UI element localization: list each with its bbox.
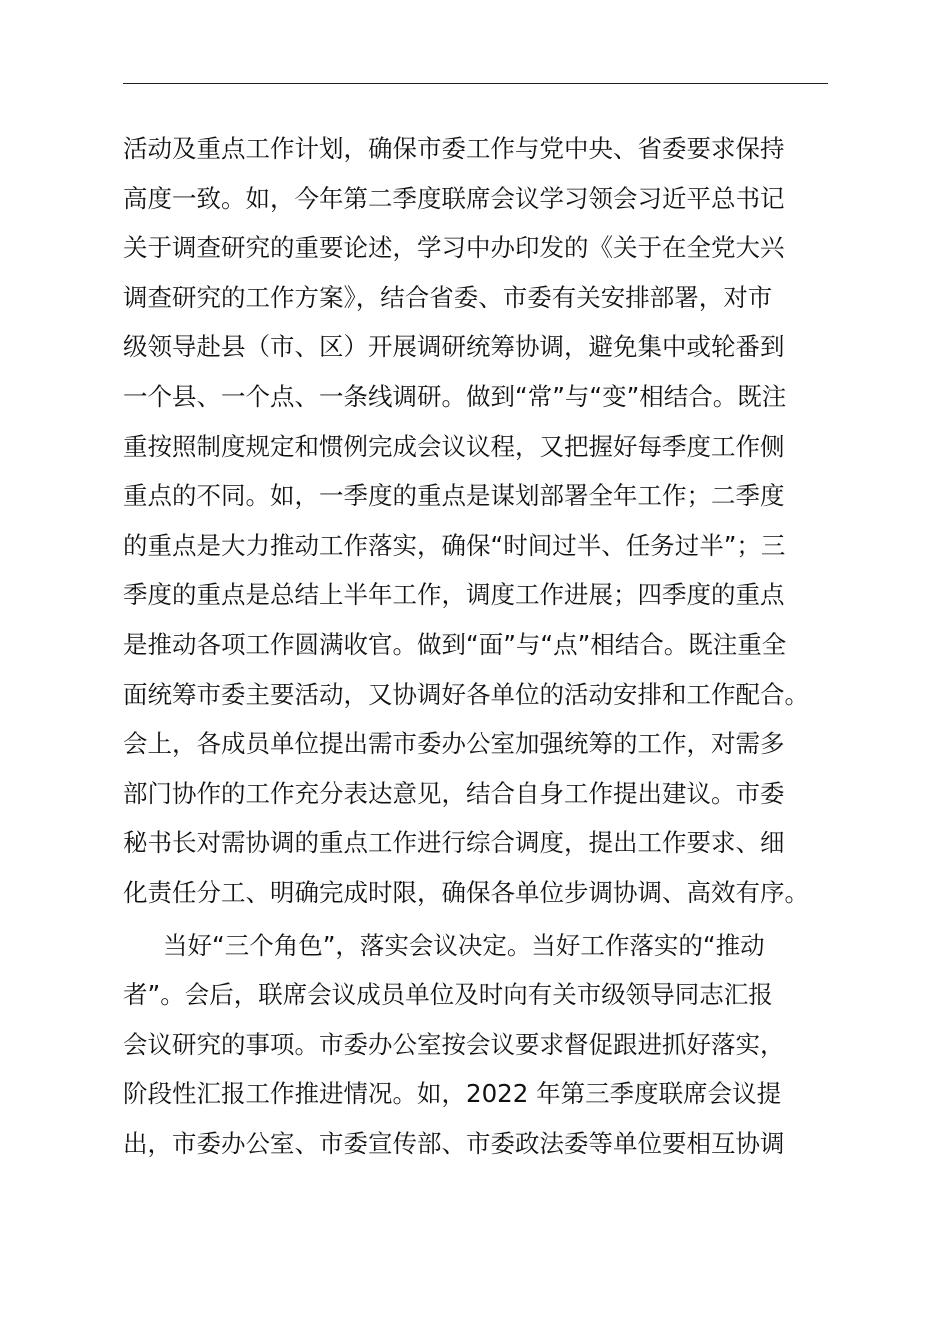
text-line: 是推动各项工作圆满收官。做到“面”与“点”相结合。既注重全 bbox=[123, 629, 787, 659]
text-line: 关于调查研究的重要论述，学习中办印发的《关于在全党大兴 bbox=[123, 233, 785, 263]
text-line: 面统筹市委主要活动，又协调好各单位的活动安排和工作配合。 bbox=[123, 679, 809, 709]
text-line: 调查研究的工作方案》，结合省委、市委有关安排部署，对市 bbox=[123, 282, 773, 312]
paragraph bbox=[123, 921, 883, 1169]
text-line: 重点的不同。如，一季度的重点是谋划部署全年工作；二季度 bbox=[123, 481, 785, 511]
text-line: 会议研究的事项。市委办公室按会议要求督促跟进抓好落实， bbox=[123, 1029, 785, 1059]
text-line: 季度的重点是总结上半年工作，调度工作进展；四季度的重点 bbox=[123, 580, 785, 610]
text-line: 活动及重点工作计划，确保市委工作与党中央、省委要求保持 bbox=[123, 134, 785, 163]
text-line: 的重点是大力推动工作落实，确保“时间过半、任务过半”；三 bbox=[123, 530, 786, 560]
paragraph bbox=[123, 124, 883, 918]
text-line: 出，市委办公室、市委宣传部、市委政法委等单位要相互协调 bbox=[123, 1128, 785, 1158]
text-line: 会上，各成员单位提出需市委办公室加强统筹的工作，对需多 bbox=[123, 729, 785, 759]
text-line: 重按照制度规定和惯例完成会议议程，又把握好每季度工作侧 bbox=[123, 431, 785, 461]
text-line: 级领导赴县（市、区）开展调研统筹协调，避免集中或轮番到 bbox=[123, 332, 785, 362]
text-line: 阶段性汇报工作推进情况。如，2022 年第三季度联席会议提 bbox=[123, 1079, 782, 1109]
text-line: 者”。会后，联席会议成员单位及时向有关市级领导同志汇报 bbox=[123, 980, 773, 1010]
header-rule bbox=[123, 83, 828, 84]
text-line: 化责任分工、明确完成时限，确保各单位步调协调、高效有序。 bbox=[123, 877, 809, 907]
document-body bbox=[123, 124, 883, 1168]
text-line: 部门协作的工作充分表达意见，结合自身工作提出建议。市委 bbox=[123, 778, 785, 808]
text-line: 高度一致。如，今年第二季度联席会议学习领会习近平总书记 bbox=[123, 183, 785, 213]
text-line: 当好“三个角色”，落实会议决定。当好工作落实的“推动 bbox=[163, 930, 765, 960]
text-line: 一个县、一个点、一条线调研。做到“常”与“变”相结合。既注 bbox=[123, 381, 787, 411]
text-line: 秘书长对需协调的重点工作进行综合调度，提出工作要求、细 bbox=[123, 828, 785, 858]
